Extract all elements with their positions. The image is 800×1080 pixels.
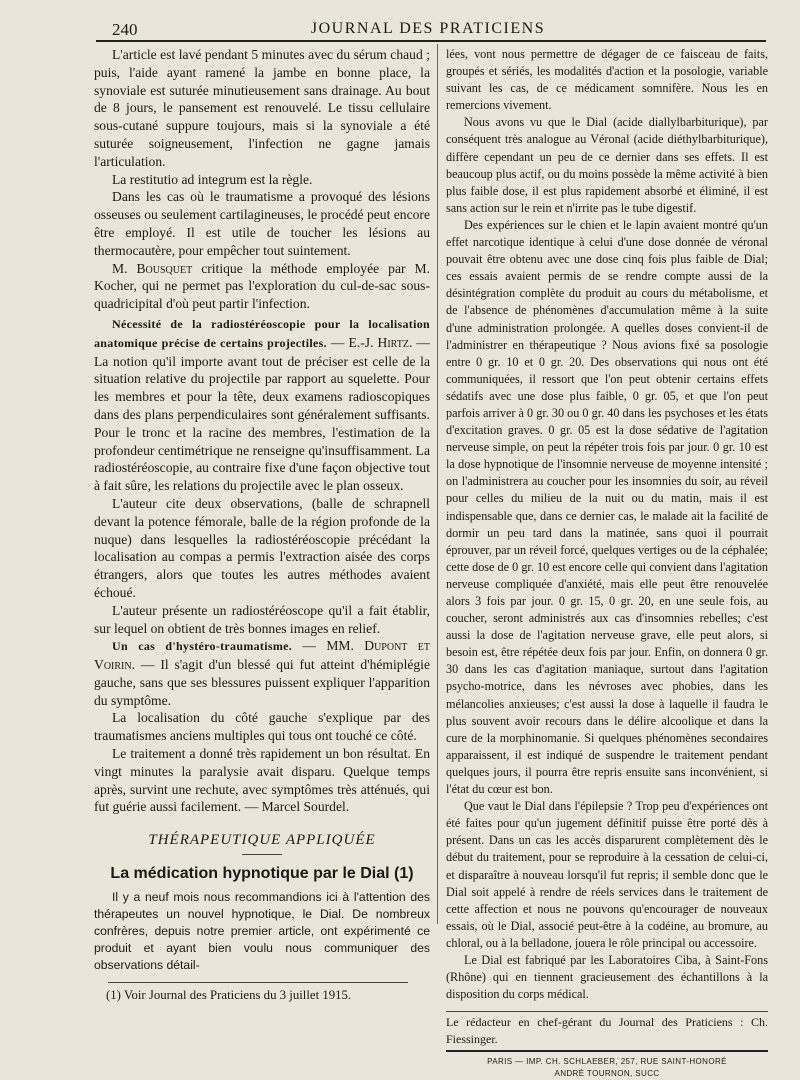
article-title: La médication hypnotique par le Dial (1): [110, 865, 414, 883]
footnote-rule: [108, 982, 408, 983]
paragraph: La localisation du côté gauche s'explique par des traumatismes anciens multiples qui tous ont touché ce côté.: [94, 710, 430, 744]
author-name: — MM. Dupont et Voirin.: [94, 638, 430, 673]
paragraph: Dans les cas où le traumatisme a provoqué des lésions osseuses ou seulement cartilagineuses, le procédé peut encore être employé. Il est utile de toucher les lésions au thermocautère, pour empêcher tout suintement.: [94, 189, 430, 258]
paragraph: Le traitement a donné très rapidement un bon résultat. En vingt minutes la paralysie avait disparu. Quelque temps après, survint une rechute, avec symptômes très atténués, qui fut guérie aussi facilement. — Marcel Sourdel.: [94, 746, 430, 815]
footnote: (1) Voir Journal des Praticiens du 3 juillet 1915.: [106, 987, 352, 1002]
article-intro: Il y a neuf mois nous recommandions ici à l'attention des thérapeutes un nouvel hypnotique, le Dial. De nombreux confrères, depuis notre premier article, ont expérimenté ce produit et ayant bien voulu nous communiquer des observations détail-: [94, 889, 430, 972]
printer-line: ANDRÉ TOURNON, SUCC: [554, 1069, 660, 1079]
paragraph: M. Bousquet critique la méthode employée par M. Kocher, qui ne permet pas l'exploration du cul-de-sac sous-quadricipital d'où peut partir l'infection.: [94, 260, 430, 312]
paragraph: Le Dial est fabriqué par les Laboratoires Ciba, à Saint-Fons (Rhône) qui en tiennent gracieusement des échantillons à la disposition du corps médical.: [446, 952, 768, 1002]
paragraph: L'auteur cite deux observations, (balle de schrapnell devant la potence fémorale, balle de la région profonde de la nuque) dans lesquelles la radiostéréoscopie précédant la localisation au compas a permis l'extraction aisée des corps étrangers, alors que toutes les autres méthodes avaient échoué.: [94, 495, 430, 600]
page-header: [96, 18, 760, 42]
printer-line: PARIS — IMP. CH. SCHLAEBER, 257, RUE SAINT-HONORÉ: [487, 1057, 727, 1067]
right-column: [446, 46, 768, 1080]
paragraph: lées, vont nous permettre de dégager de ce faisceau de faits, groupés et sériés, les modalités d'action et la posologie, variable suivant les cas, de ce médicament somnifère. Nous les en remercions vivement.: [446, 47, 768, 113]
editor-credit: Le rédacteur en chef-gérant du Journal des Praticiens : Ch. Fiessinger.: [446, 1015, 768, 1047]
left-column: [94, 46, 430, 1005]
paragraph: Nous avons vu que le Dial (acide diallylbarbiturique), par conséquent très analogue au Véronal (acide diéthylbarbiturique), diffère cependant un peu de ce dernier dans ses effets. Il est beaucoup plus actif, ou du moins possède la même activité à bien plus faible dose, il est plus rapidement absorbé et éliminé, il est sans action sur le rein et n'irrite pas le tube digestif.: [446, 115, 768, 215]
column-divider: [437, 44, 438, 924]
page-number: 240: [112, 20, 138, 39]
subsection-heading: Un cas d'hystéro-traumatisme.: [112, 639, 293, 654]
section-rule: [242, 854, 282, 855]
subsection-heading: Nécessité de la radiostéréoscopie pour la localisation anatomique précise de certains projectiles.: [94, 316, 430, 350]
paragraph: Des expériences sur le chien et le lapin avaient montré qu'un effet narcotique identique à celui d'une dose donnée de véronal pouvait être obtenu avec une dose cinq fois plus faible de Dial; ces essais avaient permis de se rendre compte aussi de la désintégration complète du produit au cours du métabolisme, et de l'absence de phénomènes d'accumulation même à la suite d'une administration prolongée. A quelles doses convient-il de l'administrer en thérapeutique ? Nous avions fixé sa posologie entre 0 gr. 10 et 0 gr. 20. Des observations qui nous ont été communiquées, il ressort que l'on peut obtenir certains effets sédatifs avec une dose plus faible, 0 gr. 05, et que l'on peut parfois arriver à 0 gr. 30 ou 0 gr. 40 dans les psychoses et les états d'excitation graves. 0 gr. 05 est la dose sédative de l'agitation nerveuse simple, on peut la répéter trois fois par jour. 0 gr. 10 est la dose hypnotique de l'insomnie nerveuse de moyenne intensité ; on l'administrera au coucher pour les insomnies du soir, au réveil pour celles du milieu de la nuit ou du matin, mais il est indispensable que, dans ce dernier cas, le malade ait la facilité de dormir un peu tard dans la matinée, sans quoi il pourrait éprouver, par un réveil forcé, quelques vertiges ou de la céphalée; cette dose de 0 gr. 10 est encore celle qui convient dans l'agitation nerveuse compliquée d'anxiété, mais elle peut être renouvelée alors 3 fois par jour. 0 gr. 15, 0 gr. 20, en une seule fois, au coucher, seront administrés aux cas d'insomnies rebelles; c'est aussi la dose de l'agitation nerveuse grave, elle peut alors, si besoin est, être répétée deux fois par jour. Enfin, on donnera 0 gr. 30 dans les cas d'agitation maniaque, surtout dans l'agitation psycho-motrice, dans les névroses avec phobies, dans les mélancolies anxieuses; c'est aussi la dose à laquelle il faudra le plus souvent avoir recours dans le délire alcoolique et dans la cure de la morphinomanie. Si quelques phénomènes secondaires apparaissent, il est indiqué de suspendre le traitement pendant quelques jours, il pourra être repris ensuite sans inconvénient, si l'état du cœur est bon.: [446, 217, 768, 797]
section-heading: THÉRAPEUTIQUE APPLIQUÉE: [148, 832, 376, 849]
journal-title: JOURNAL DES PRATICIENS: [310, 20, 546, 37]
paragraph: L'auteur présente un radiostéréoscope qu'il a fait établir, sur lequel on obtient de très bonnes images en relief.: [94, 602, 430, 636]
header-rule: [96, 40, 766, 42]
paragraph: L'article est lavé pendant 5 minutes avec du sérum chaud ; puis, l'aide ayant ramené la jambe en bonne place, la synoviale est suturée minutieusement sans drainage. Au bout de 8 jours, le pansement est renouvelé. Le tissu cellulaire sous-cutané suppure toujours, mais si la synoviale a été suturée soigneusement, l'infection ne gagne jamais l'articulation.: [94, 47, 430, 169]
author-name: — E.-J. Hirtz.: [326, 334, 413, 350]
paragraph: La restitutio ad integrum est la règle.: [112, 171, 313, 187]
paragraph: Nécessité de la radiostéréoscopie pour la localisation anatomique précise de certains projectiles. — E.-J. Hirtz. — La notion qu'il importe avant tout de préciser est celle de la situation relative du projectile par rapport au squelette. Pour les membres et pour la tête, deux examens radioscopiques dans des plans perpendiculaires sont généralement suffisants. Pour le tronc et la racine des membres, l'estimation de la profondeur centimétrique ne renseigne qu'insuffisamment. La radiostéréoscopie, au contraire fixe d'une façon objective tout à fait sûre, les relations du projectile avec le plan osseux.: [94, 316, 430, 494]
editor-rule: [446, 1011, 768, 1012]
paragraph: Un cas d'hystéro-traumatisme. — MM. Dupont et Voirin. — Il s'agit d'un blessé qui fut atteint d'hémiplégie gauche, sans que ses blessures puissent expliquer l'apparition du symptôme.: [94, 638, 430, 708]
editor-rule-thick: [446, 1050, 768, 1052]
author-name: M. Bousquet: [112, 260, 193, 276]
paragraph: Que vaut le Dial dans l'épilepsie ? Trop peu d'expériences ont été faites pour qu'un jugement définitif puisse être porté dès à présent. Dans un cas les accès disparurent complètement dès le début du traitement, pour se reproduire à la cessation de celui-ci, et disparaître à nouveau lorsqu'il fut repris; il semble donc que le Dial soit appelé à rendre de réels services dans le traitement de cette affection et nous ne pouvons qu'encourager de nouveaux essais, où le Dial, associé peut-être à la codéine, au bromure, au chloral, ou à la belladone, jouera le rôle principal ou accessoire.: [446, 799, 768, 950]
